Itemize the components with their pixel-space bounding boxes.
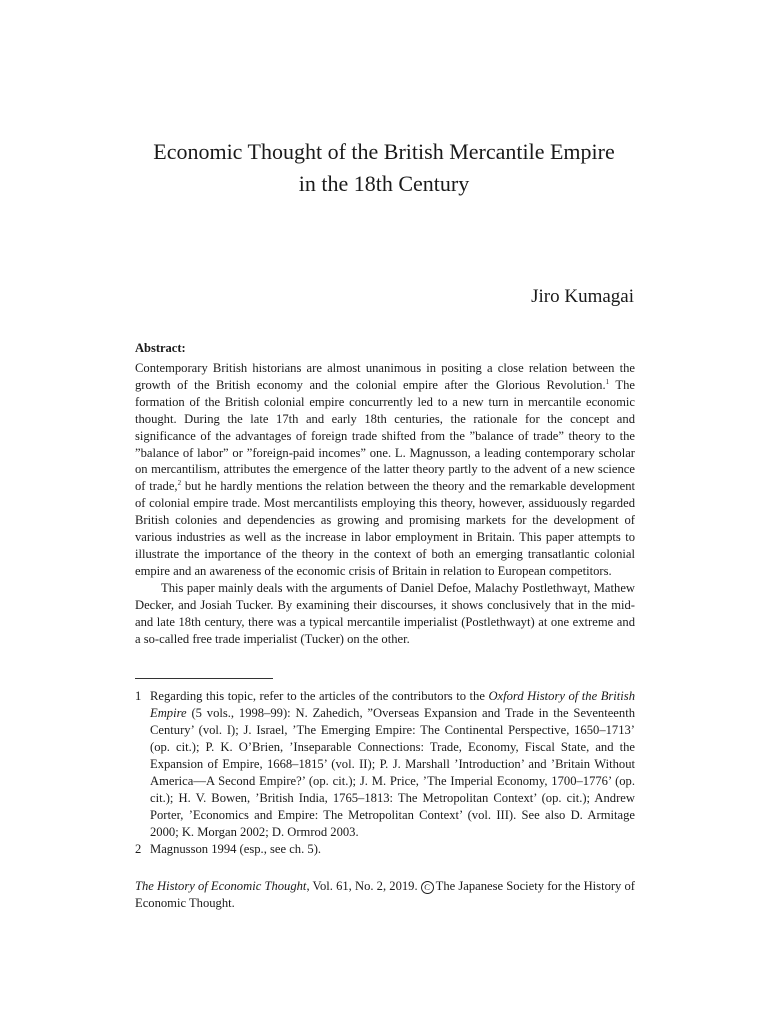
- abstract-paragraph-1: [135, 360, 635, 580]
- footnote-divider: [135, 678, 273, 679]
- footnote-number: 1: [135, 689, 142, 703]
- journal-citation: [135, 878, 635, 912]
- journal-name: The History of Economic Thought: [135, 879, 307, 893]
- footnote-2: [135, 841, 635, 858]
- abstract-body: [135, 360, 635, 647]
- title-line-2: in the 18th Century: [298, 171, 470, 196]
- abstract-text: The formation of the British colonial empire concurrently led to a new turn in mercantile economic thought. During the late 17th and early 18th centuries, the rationale for the concept and significance of the advantages of foreign trade shifted from the ”balance of trade” theory to the ”balance of labor” or ”foreign-paid incomes” one. L. Magnusson, a leading contemporary scholar on mercantilism, attributes the emergence of the latter theory partly to the advent of a new science of trade,: [135, 377, 635, 494]
- paper-title: [0, 136, 768, 200]
- author-name: Jiro Kumagai: [531, 286, 634, 307]
- footnote-number: 2: [135, 842, 142, 856]
- journal-details: , Vol. 61, No. 2, 2019.: [306, 879, 418, 893]
- footnote-text-part: (5 vols., 1998–99): N. Zahedich, ”Overseas Expansion and Trade in the Seventeenth Century’ (vol. I); J. Israel, ’The Emerging Empire: The Continental Perspective, 1650–1713’ (op. cit.); P. K. O’Brien, ’Inseparable Connections: Trade, Economy, Fiscal State, and the Expansion of Empire, 1668–1815’ (vol. II); P. J. Marshall ’Introduction’ and ’Britain Without America—A Second Empire?’ (op. cit.); J. M. Price, ’The Imperial Economy, 1700–1776’ (op. cit.); H. V. Bowen, ’British India, 1765–1813: The Metropolitan Context’ (op. cit.); Andrew Porter, ’Economics and Empire: The Metropolitan Context’ (vol. III). See also D. Armitage 2000; K. Morgan 2002; D. Ormrod 2003.: [150, 706, 635, 839]
- copyright-icon: C: [421, 881, 434, 894]
- footnote-ref-2[interactable]: 2: [177, 479, 182, 488]
- footnotes: [135, 688, 635, 858]
- journal-society: The Japanese Society for the History of Economic Thought.: [135, 879, 636, 910]
- title-line-1: Economic Thought of the British Mercantile Empire: [153, 139, 615, 164]
- footnote-text: [150, 688, 635, 841]
- footnote-text: Magnusson 1994 (esp., see ch. 5).: [150, 842, 322, 856]
- footnote-ref-1[interactable]: 1: [605, 377, 610, 386]
- abstract-text: but he hardly mentions the relation between the theory and the remarkable development of colonial empire trade. Most mercantilists employing this theory, however, assiduously regarded British colonies and dependencies as growing and promising markets for the development of various industries as well as the increase in labor employment in Britain. This paper attempts to illustrate the importance of the theory in the context of both an emerging transatlantic colonial empire and an awareness of the economic crisis of Britain in relation to European competitors.: [135, 479, 635, 578]
- abstract-heading: Abstract:: [135, 341, 186, 355]
- footnote-book-title: Oxford History of the British Empire: [150, 689, 635, 720]
- footnote-1: [135, 688, 635, 841]
- footnote-text-part: Regarding this topic, refer to the articles of the contributors to the: [150, 689, 489, 703]
- abstract-paragraph-2: This paper mainly deals with the arguments of Daniel Defoe, Malachy Postlethwayt, Mathew Decker, and Josiah Tucker. By examining their discourses, it shows conclusively that in the mid- and late 18th century, there was a typical mercantile imperialist (Postlethwayt) at one extreme and a so-called free trade imperialist (Tucker) on the other.: [135, 580, 635, 646]
- abstract-text: Contemporary British historians are almost unanimous in positing a close relation between the growth of the British economy and the colonial empire after the Glorious Revolution.: [135, 361, 635, 392]
